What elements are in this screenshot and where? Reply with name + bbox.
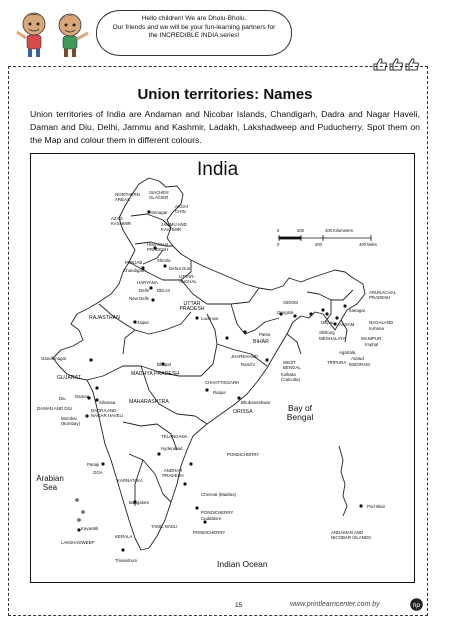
map-label: AKSAI CHIN <box>175 204 188 214</box>
map-label: Diu <box>59 396 66 401</box>
map-label: WEST BENGAL <box>283 360 301 370</box>
map-label: Kolkata (Calcutta) <box>281 372 301 382</box>
map-label: ANDHAR PRADESH <box>162 468 184 478</box>
hp-logo-icon <box>410 598 423 611</box>
map-label: New Delhi <box>129 296 150 301</box>
map-label: Gangtok <box>277 310 294 315</box>
map-label: Kavaratti <box>81 526 99 531</box>
map-label: Bhubaneshwar <box>241 400 271 405</box>
map-label: MAHARASHTRA <box>129 399 169 405</box>
map-label: HIMACHAL PRADESH <box>147 242 170 252</box>
map-label: ASSAM <box>339 322 355 327</box>
sea-label: Bay of Bengal <box>286 403 314 422</box>
scale-label: 400 Miles <box>359 242 377 247</box>
map-label: DAMAN AND DIU <box>37 406 72 411</box>
speech-line: Our friends and we will be your fun-learning partners for <box>112 23 276 31</box>
svg-text:hp: hp <box>412 602 421 609</box>
map-label: JAMMU AND KASHMIR <box>161 222 187 232</box>
map-label: BIHAR <box>253 339 269 345</box>
map-label: ARUNACHAL PRADESH <box>369 290 396 300</box>
scale-label: 200 <box>315 242 322 247</box>
map-label: TELANGANA <box>161 434 188 439</box>
map-label: Port Blair <box>367 504 386 509</box>
map-label: NAGALAND <box>369 320 394 325</box>
map-label: Jaipur <box>137 320 149 325</box>
map-label: UTTAR-ANCHAL <box>179 274 197 284</box>
map-label: Chennai (Madras) <box>201 492 237 497</box>
map-label: Kohima <box>369 326 384 331</box>
sea-label: Arabian Sea <box>36 474 64 492</box>
map-label: Panaji <box>87 462 100 467</box>
map-label: Chandigarh <box>123 268 146 273</box>
map-label: Mumbai (Bombay) <box>61 416 81 426</box>
map-label: SIACHEN GLACIER <box>149 190 169 200</box>
map-label: DELHI <box>157 288 170 293</box>
page-title: Union territories: Names <box>137 86 313 103</box>
map-label: Imphal <box>365 342 379 347</box>
map-label: Gandhinagar <box>41 356 67 361</box>
map-label: TAMIL NADU <box>151 524 178 529</box>
map-label: MIZORAM <box>349 362 370 367</box>
map-label: CHHATTISGARH <box>205 380 240 385</box>
map-label: LAKSHADWEEP <box>61 540 95 545</box>
map-label: Dehra Dun <box>169 266 191 271</box>
map-label: TRIPURA <box>327 360 347 365</box>
map-outline <box>31 154 414 582</box>
map-label: Itanagar <box>349 308 366 313</box>
map-label: DADRA AND NAGAR HAVELI <box>91 408 124 418</box>
map-label: PONDICHERRY <box>193 530 226 535</box>
scale-label: 0 <box>277 228 280 233</box>
footer-url: www.printlearncenter.com by <box>290 601 380 608</box>
map-label: KERALA <box>115 534 133 539</box>
map-label: Shillong <box>319 330 335 335</box>
map-label: ANDAMAN AND NICOBAR ISLANDS <box>331 530 372 540</box>
map-label: Bangalore <box>129 500 150 505</box>
map-label: Srinagar <box>151 210 168 215</box>
map-label: Ranchi <box>241 362 255 367</box>
map-label: SIKKIM <box>283 300 298 305</box>
speech-bubble <box>96 10 292 56</box>
map-label: UTTAR PRADESH <box>179 301 205 312</box>
map-label: MEGHALAYA <box>319 336 346 341</box>
map-label: NORTHERN AREAS <box>115 192 140 202</box>
mascot-icon <box>14 8 94 58</box>
map-label: Aizawl <box>351 356 364 361</box>
speech-line: Hello children! We are Dholu-Bholu. <box>141 15 247 22</box>
map-label: MADHYA PRADESH <box>131 371 180 377</box>
map-label: PONDICHERRY <box>201 510 234 515</box>
scale-label: 200 <box>297 228 304 233</box>
scale-label: 400 Kilometers <box>325 228 353 233</box>
map-label: Raipur <box>213 390 226 395</box>
map-label: GUJARAT <box>57 375 81 381</box>
map-label: Silvassa <box>99 400 116 405</box>
speech-line: the INCREDIBLE INDIA series! <box>148 32 240 40</box>
map-label: Trivandrum <box>115 558 138 563</box>
map-label: MANIPUR <box>361 336 382 341</box>
map-label: Bhopal <box>157 362 171 367</box>
map-label: AZAD KASHMIR <box>111 216 132 226</box>
page-number: 15 <box>235 602 243 609</box>
map-label: JHARKHAND <box>231 354 258 359</box>
map-label: RAJASTHAN <box>89 315 120 321</box>
map-title: India <box>197 159 239 180</box>
map-label: KARNATAKA <box>117 478 143 483</box>
map-label: Delhi <box>139 288 150 293</box>
map-label: Agartala <box>339 350 356 355</box>
map-label: Cuddalore <box>201 516 222 521</box>
india-map <box>30 153 415 583</box>
scale-label: 0 <box>277 242 280 247</box>
map-label: GOA <box>93 470 103 475</box>
map-label: Dispur <box>321 320 334 325</box>
map-label: Daman <box>75 394 90 399</box>
sea-label: Indian Ocean <box>217 559 268 569</box>
map-label: PONDICHERRY <box>227 452 260 457</box>
map-label: HARYANA <box>137 280 158 285</box>
map-label: Lucknow <box>201 316 219 321</box>
map-label: ORISSA <box>233 409 253 415</box>
intro-paragraph: Union territories of India are Andaman and Nicobar Islands, Chandigarh, Dadra and Nagar Haveli, Daman and Diu, Delhi, Jammu and Kashmir, Ladakh, Lakshadweep and Puducherry. Spot them on the Map and colour them in different colours. <box>30 109 420 145</box>
map-label: Patna <box>259 332 271 337</box>
map-label: Hyderabad <box>161 446 183 451</box>
map-label: PUNJAB <box>125 260 143 265</box>
map-label: Shimla <box>157 258 171 263</box>
